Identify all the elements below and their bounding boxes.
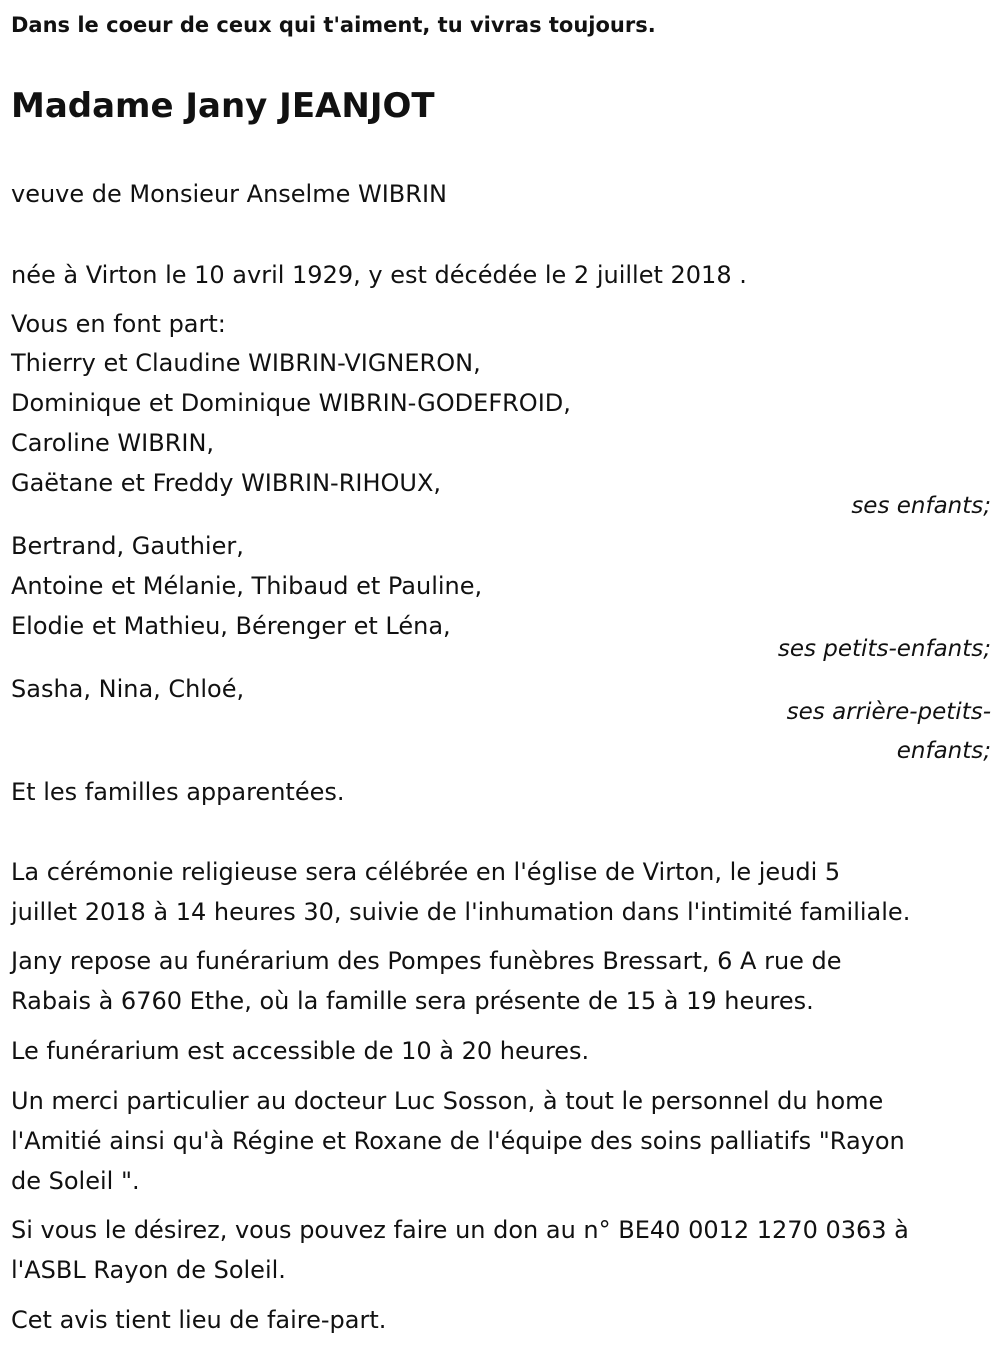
- deceased-name: Madame Jany JEANJOT: [11, 86, 435, 126]
- thanks-line: l'Amitié ainsi qu'à Régine et Roxane de l'équipe des soins palliatifs "Rayon: [11, 1127, 905, 1155]
- rest-line: Rabais à 6760 Ethe, où la famille sera présente de 15 à 19 heures.: [11, 987, 814, 1015]
- great-grandchildren-line: Sasha, Nina, Chloé,: [11, 675, 245, 703]
- widow-of-line: veuve de Monsieur Anselme WIBRIN: [11, 180, 447, 208]
- ceremony-line: juillet 2018 à 14 heures 30, suivie de l'inhumation dans l'intimité familiale.: [11, 898, 911, 926]
- thanks-line: de Soleil ".: [11, 1167, 140, 1195]
- great-grandchildren-label: enfants;: [896, 738, 991, 764]
- children-line: Caroline WIBRIN,: [11, 429, 215, 457]
- grandchildren-line: Antoine et Mélanie, Thibaud et Pauline,: [11, 572, 483, 600]
- rest-line: Jany repose au funérarium des Pompes funèbres Bressart, 6 A rue de: [11, 947, 842, 975]
- birth-death-line: née à Virton le 10 avril 1929, y est décédée le 2 juillet 2018 .: [11, 261, 747, 289]
- donation-line: l'ASBL Rayon de Soleil.: [11, 1256, 286, 1284]
- closing-line: Cet avis tient lieu de faire-part.: [11, 1306, 387, 1334]
- thanks-line: Un merci particulier au docteur Luc Sosson, à tout le personnel du home: [11, 1087, 884, 1115]
- ceremony-line: La cérémonie religieuse sera célébrée en l'église de Virton, le jeudi 5: [11, 858, 841, 886]
- children-line: Gaëtane et Freddy WIBRIN-RIHOUX,: [11, 469, 442, 497]
- grandchildren-line: Bertrand, Gauthier,: [11, 532, 244, 560]
- hours-line: Le funérarium est accessible de 10 à 20 heures.: [11, 1037, 590, 1065]
- tagline: Dans le coeur de ceux qui t'aiment, tu vivras toujours.: [11, 13, 656, 37]
- grandchildren-label: ses petits-enfants;: [777, 636, 991, 662]
- grandchildren-line: Elodie et Mathieu, Bérenger et Léna,: [11, 612, 451, 640]
- children-line: Dominique et Dominique WIBRIN-GODEFROID,: [11, 389, 571, 417]
- children-label: ses enfants;: [851, 493, 991, 519]
- great-grandchildren-label: ses arrière-petits-: [786, 699, 991, 725]
- families-line: Et les familles apparentées.: [11, 778, 345, 806]
- donation-line: Si vous le désirez, vous pouvez faire un don au n° BE40 0012 1270 0363 à: [11, 1216, 909, 1244]
- children-line: Thierry et Claudine WIBRIN-VIGNERON,: [11, 349, 481, 377]
- announcement-intro: Vous en font part:: [11, 310, 226, 338]
